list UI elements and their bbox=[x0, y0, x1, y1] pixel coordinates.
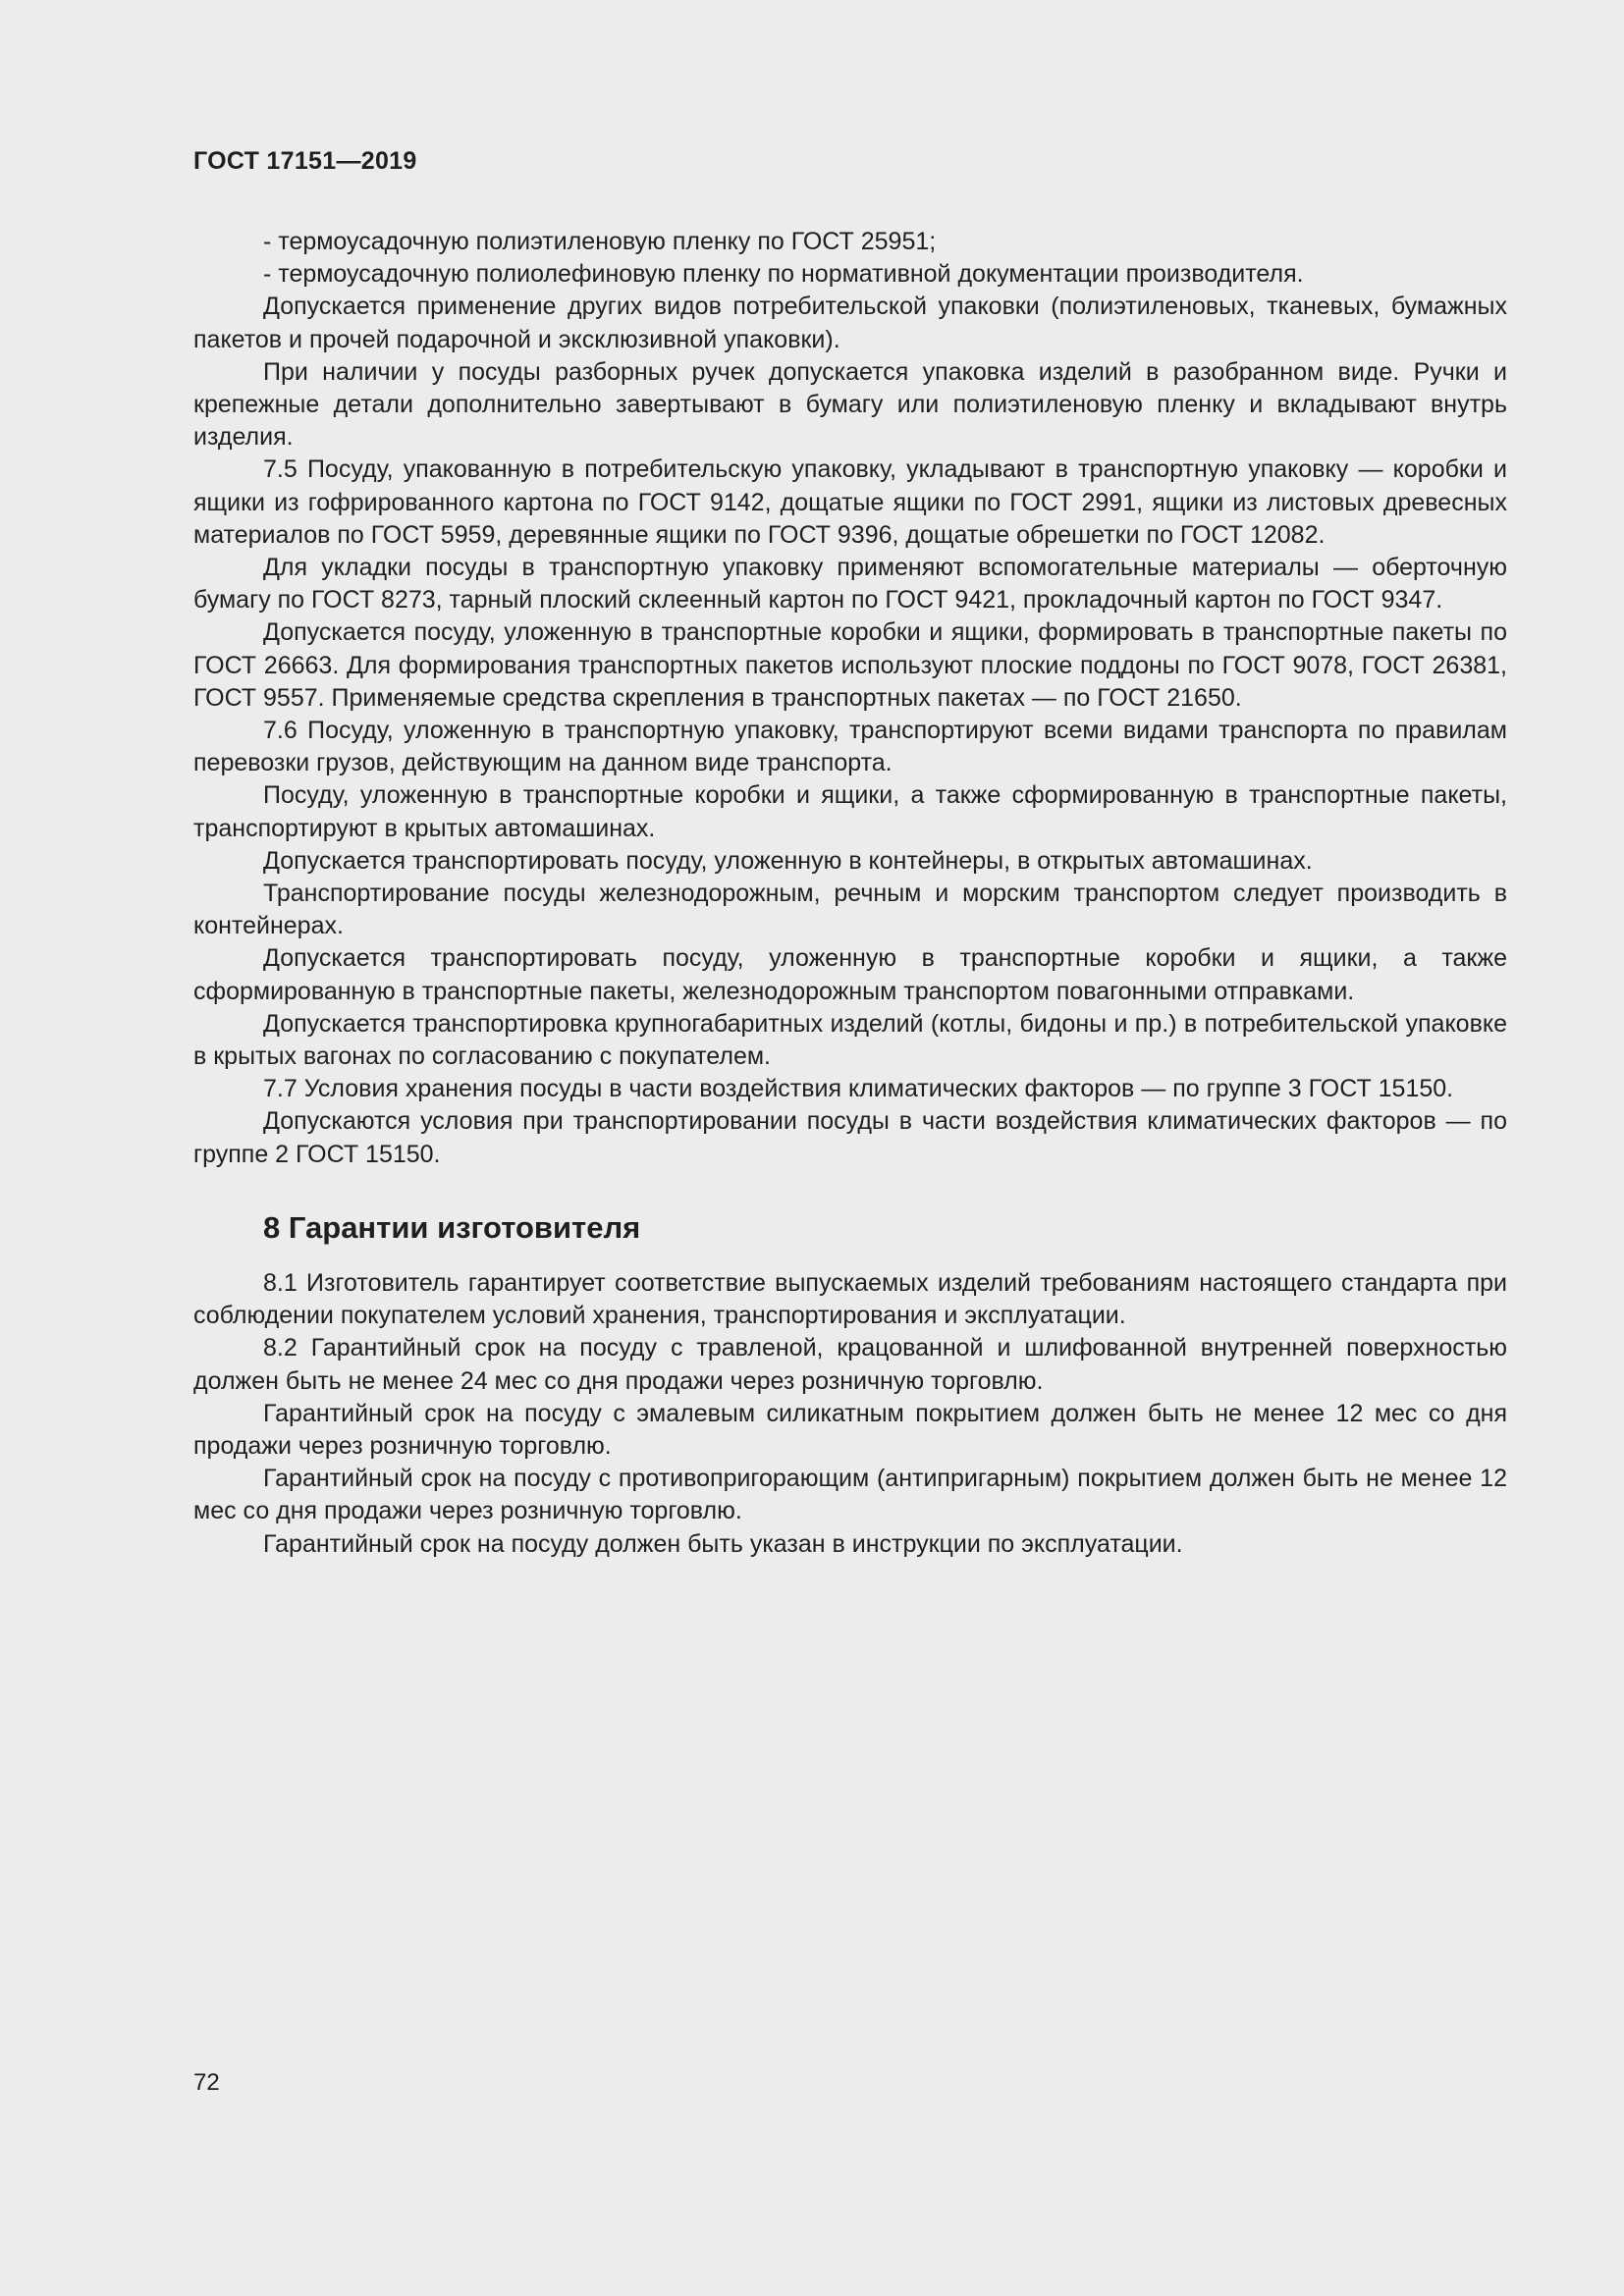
page-number: 72 bbox=[193, 2069, 220, 2096]
list-item: - термоусадочную полиэтиленовую пленку по ГОСТ 25951; bbox=[263, 228, 937, 255]
paragraph: Гарантийный срок на посуду должен быть указан в инструкции по эксплуатации. bbox=[263, 1529, 1183, 1558]
paragraph: Транспортирование посуды железнодорожным, речным и морским транспортом следует производить в контейнерах. bbox=[193, 880, 1507, 940]
paragraph: Гарантийный срок на посуду с противопригорающим (антипригарным) покрытием должен быть не менее 12 мес со дня продажи через розничную торговлю. bbox=[193, 1465, 1507, 1525]
list-item: - термоусадочную полиолефиновую пленку по нормативной документации производителя. bbox=[263, 260, 1304, 289]
paragraph: 8.2 Гарантийный срок на посуду с травленой, крацованной и шлифованной внутренней поверхностью должен быть не менее 24 мес со дня продажи через розничную торговлю. bbox=[193, 1334, 1507, 1395]
paragraph: 7.6 Посуду, уложенную в транспортную упаковку, транспортируют всеми видами транспорта по правилам перевозки грузов, действующим на данном виде транспорта. bbox=[193, 717, 1507, 777]
paragraph: Посуду, уложенную в транспортные коробки и ящики, а также сформированную в транспортные пакеты, транспортируют в крытых автомашинах. bbox=[193, 781, 1507, 842]
document-header: ГОСТ 17151—2019 bbox=[193, 147, 417, 175]
paragraph: Допускается транспортировка крупногабаритных изделий (котлы, бидоны и пр.) в потребительской упаковке в крытых вагонах по согласованию с покупателем. bbox=[193, 1009, 1507, 1071]
paragraph: 8.1 Изготовитель гарантирует соответствие выпускаемых изделий требованиям настоящего стандарта при соблюдении покупателем условий хранения, транспортирования и эксплуатации. bbox=[193, 1268, 1507, 1330]
paragraph: 7.5 Посуду, упакованную в потребительскую упаковку, укладывают в транспортную упаковку — коробки и ящики из гофрированного картона по ГОСТ 9142, дощатые ящики по ГОСТ 2991, ящики из листовых древесных материалов по ГОСТ 5959, деревянные ящики по ГОСТ 9396, дощатые обрешетки по ГОСТ 12082. bbox=[193, 455, 1507, 549]
paragraph: 7.7 Условия хранения посуды в части воздействия климатических факторов — по группе 3 ГОСТ 15150. bbox=[263, 1075, 1454, 1103]
paragraph: При наличии у посуды разборных ручек допускается упаковка изделий в разобранном виде. Ручки и крепежные детали дополнительно завертывают в бумагу или полиэтиленовую пленку и вкладывают внутрь изделия. bbox=[193, 357, 1507, 452]
paragraph: Допускается транспортировать посуду, уложенную в транспортные коробки и ящики, а также сформированную в транспортные пакеты, железнодорожным транспортом повагонными отправками. bbox=[193, 944, 1507, 1005]
section-heading: 8 Гарантии изготовителя bbox=[263, 1209, 641, 1245]
paragraph: Допускаются условия при транспортировании посуды в части воздействия климатических факторов — по группе 2 ГОСТ 15150. bbox=[193, 1107, 1507, 1168]
paragraph: Допускается посуду, уложенную в транспортные коробки и ящики, формировать в транспортные пакеты по ГОСТ 26663. Для формирования транспортных пакетов используют плоские поддоны по ГОСТ 9078, ГОСТ 26381, ГОСТ 9557. Применяемые средства скрепления в транспортных пакетах — по ГОСТ 21650. bbox=[193, 618, 1507, 712]
paragraph: Для укладки посуды в транспортную упаковку применяют вспомогательные материалы — оберточную бумагу по ГОСТ 8273, тарный плоский склеенный картон по ГОСТ 9421, прокладочный картон по ГОСТ 9347. bbox=[193, 554, 1507, 614]
paragraph: Гарантийный срок на посуду с эмалевым силикатным покрытием должен быть не менее 12 мес со дня продажи через розничную торговлю. bbox=[193, 1399, 1507, 1460]
paragraph: Допускается применение других видов потребительской упаковки (полиэтиленовых, тканевых, бумажных пакетов и прочей подарочной и эксклюзивной упаковки). bbox=[193, 293, 1507, 353]
page-body bbox=[193, 226, 1507, 1561]
paragraph: Допускается транспортировать посуду, уложенную в контейнеры, в открытых автомашинах. bbox=[263, 846, 1313, 875]
